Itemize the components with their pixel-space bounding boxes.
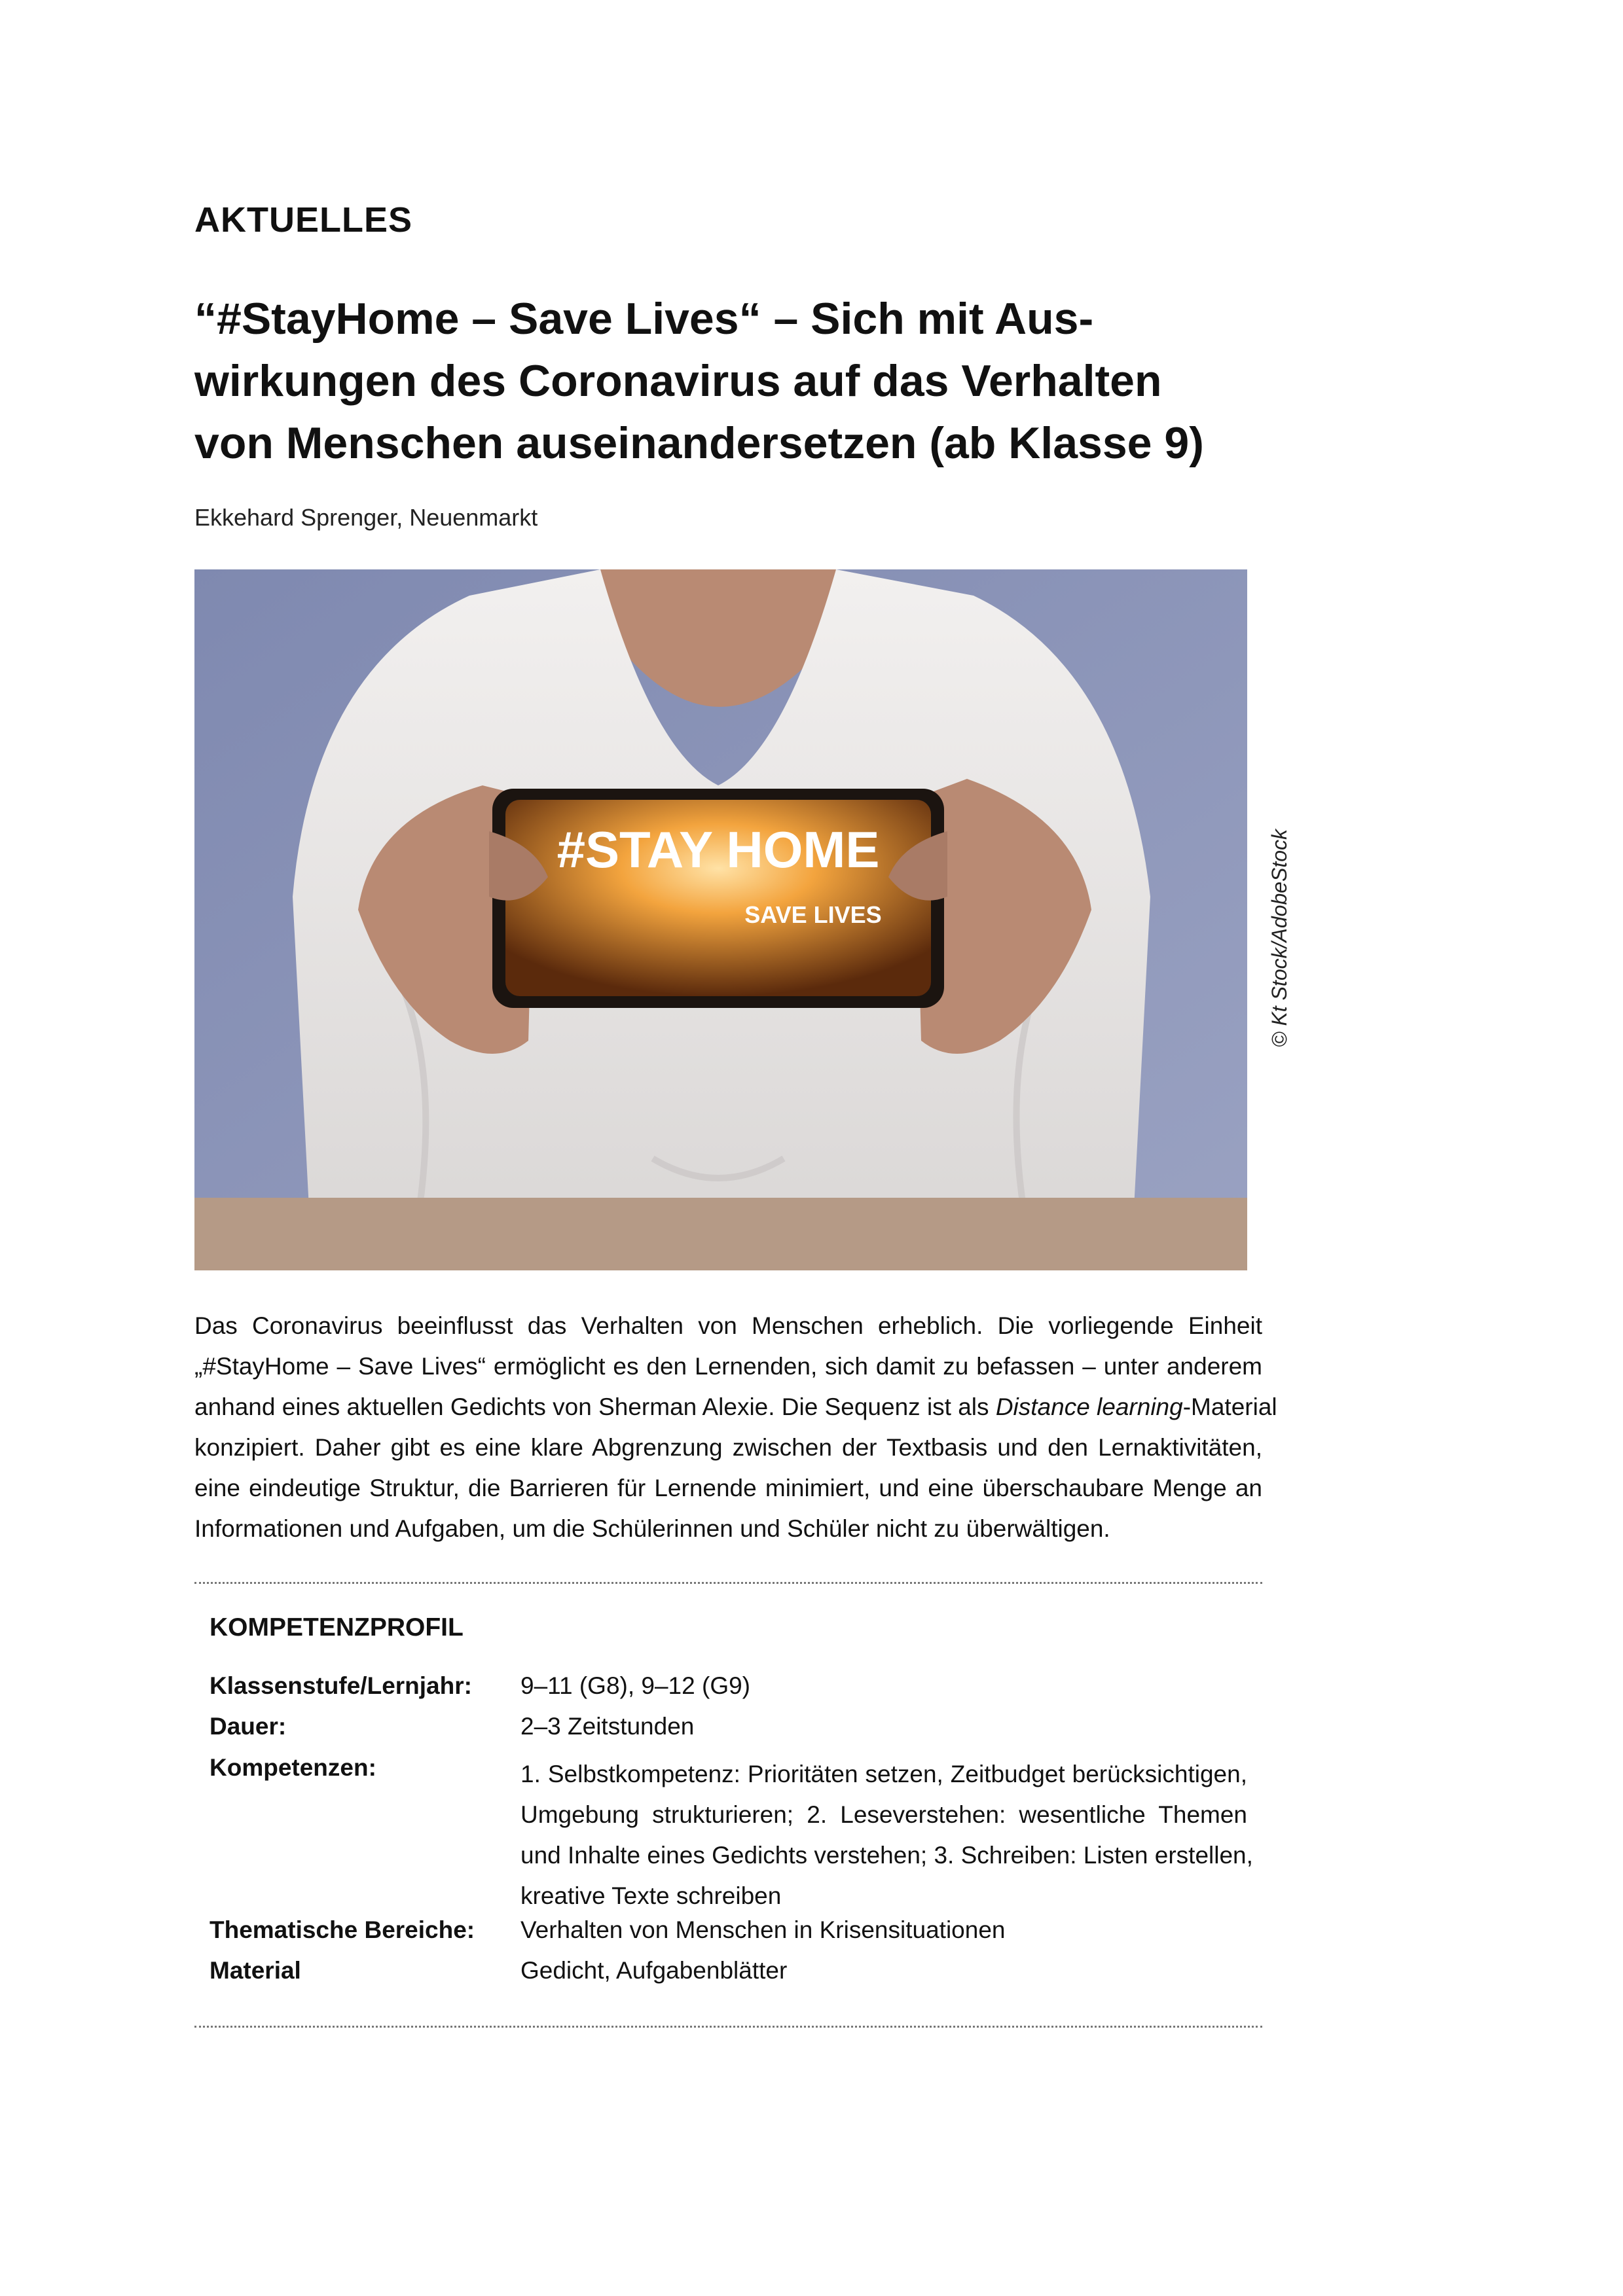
title-line: “#StayHome – Save Lives“ – Sich mit Aus- bbox=[194, 294, 1094, 344]
intro-emphasis: Distance learning bbox=[995, 1393, 1183, 1420]
intro-line: „#StayHome – Save Lives“ ermöglicht es den Lernenden, sich damit zu befassen – unter anderem bbox=[194, 1353, 1262, 1380]
author-line: Ekkehard Sprenger, Neuenmarkt bbox=[194, 504, 538, 531]
table-surface bbox=[194, 1198, 1247, 1270]
intro-line-part: anhand eines aktuellen Gedichts von Sherman Alexie. Die Sequenz ist als bbox=[194, 1393, 996, 1420]
kompetenz-line: Umgebung strukturieren; 2. Leseverstehen: wesentliche Themen bbox=[520, 1801, 1247, 1828]
cover-photo-illustration bbox=[194, 569, 1247, 1270]
intro-line: Informationen und Aufgaben, um die Schülerinnen und Schüler nicht zu überwältigen. bbox=[194, 1515, 1110, 1542]
intro-line bbox=[194, 1387, 1277, 1427]
profile-label-material: Material bbox=[210, 1957, 301, 1984]
phone-text-main: #STAY HOME bbox=[556, 821, 880, 878]
intro-line-part: -Material bbox=[1182, 1393, 1277, 1420]
profile-value-bereiche: Verhalten von Menschen in Krisensituationen bbox=[520, 1916, 1006, 1943]
intro-line: konzipiert. Daher gibt es eine klare Abgrenzung zwischen der Textbasis und den Lernaktivitäten, bbox=[194, 1434, 1262, 1461]
profile-value-klassenstufe: 9–11 (G8), 9–12 (G9) bbox=[520, 1672, 750, 1699]
photo-credit: © Kt Stock/AdobeStock bbox=[1267, 829, 1291, 1047]
profile-title: KOMPETENZPROFIL bbox=[210, 1613, 464, 1641]
profile-label-dauer: Dauer: bbox=[210, 1713, 287, 1740]
kompetenz-line: 1. Selbstkompetenz: Prioritäten setzen, Zeitbudget berücksichtigen, bbox=[520, 1761, 1247, 1787]
title-line: wirkungen des Coronavirus auf das Verhalten bbox=[194, 356, 1162, 406]
profile-label-bereiche: Thematische Bereiche: bbox=[210, 1916, 475, 1943]
intro-line: Das Coronavirus beeinflusst das Verhalten von Menschen erheblich. Die vorliegende Einheit bbox=[194, 1312, 1262, 1339]
kompetenz-line: und Inhalte eines Gedichts verstehen; 3. Schreiben: Listen erstellen, bbox=[520, 1842, 1253, 1869]
profile-value-dauer: 2–3 Zeitstunden bbox=[520, 1713, 695, 1740]
intro-line: eine eindeutige Struktur, die Barrieren für Lernende minimiert, und eine überschaubare Menge an bbox=[194, 1475, 1262, 1501]
kompetenz-line: kreative Texte schreiben bbox=[520, 1882, 782, 1909]
intro-paragraph bbox=[194, 1306, 1277, 1549]
profile-label-klassenstufe: Klassenstufe/Lernjahr: bbox=[210, 1672, 472, 1699]
divider-top bbox=[194, 1582, 1262, 1584]
profile-label-kompetenzen: Kompetenzen: bbox=[210, 1754, 376, 1781]
section-label: AKTUELLES bbox=[194, 200, 412, 240]
divider-bottom bbox=[194, 2026, 1262, 2028]
profile-value-material: Gedicht, Aufgabenblätter bbox=[520, 1957, 788, 1984]
page-title bbox=[194, 288, 1275, 475]
phone-text-sub: SAVE LIVES bbox=[744, 901, 882, 928]
profile-value-kompetenzen bbox=[520, 1754, 1253, 1916]
cover-photo bbox=[194, 569, 1247, 1270]
title-line: von Menschen auseinandersetzen (ab Klasse 9) bbox=[194, 418, 1204, 468]
